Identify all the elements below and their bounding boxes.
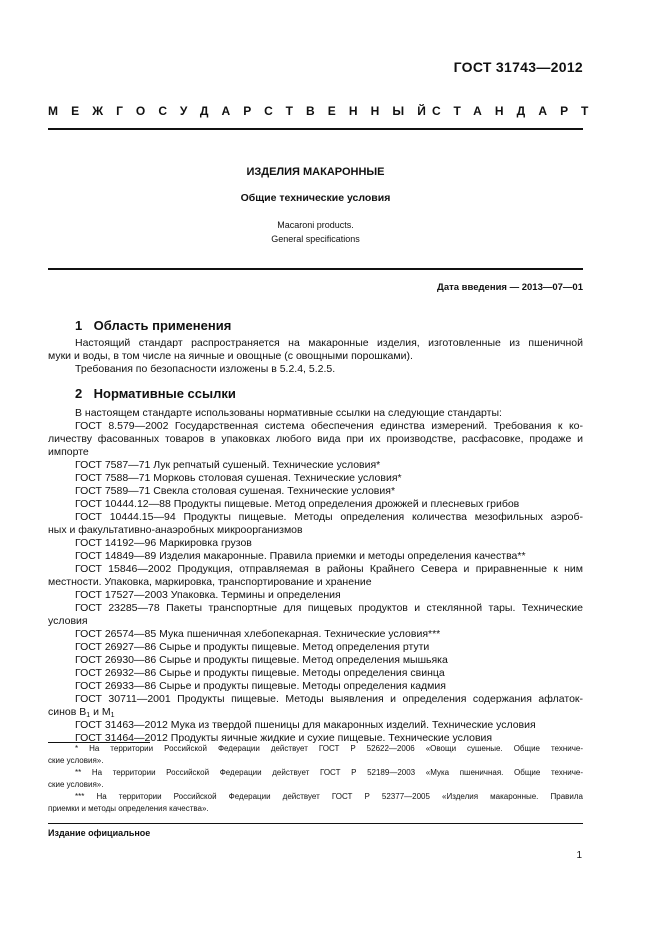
english-title-line: Macaroni products.: [277, 220, 354, 230]
reference-item: ГОСТ 26927—86 Сырье и продукты пищевые. Метод определения ртути: [75, 641, 430, 653]
reference-item: ГОСТ 14192—96 Маркировка грузов: [75, 537, 252, 549]
footnote-line: * На территории Российской Федерации действует ГОСТ Р 52622—2006 «Овощи сушеные. Общие техниче-: [75, 744, 583, 753]
document-title: ИЗДЕЛИЯ МАКАРОННЫЕ: [246, 166, 385, 178]
text-line: Требования по безопасности изложены в 5.2.4, 5.2.5.: [75, 363, 336, 375]
footnote-line: ские условия».: [48, 756, 104, 765]
english-title: [48, 218, 583, 246]
reference-item: ГОСТ 10444.12—88 Продукты пищевые. Метод определения дрожжей и плесневых грибов: [75, 498, 520, 510]
reference-item: ГОСТ 7588—71 Морковь столовая сушеная. Технические условия*: [75, 472, 402, 484]
section-scope-body: [48, 337, 583, 376]
section-title: Область применения: [93, 318, 232, 333]
reference-item: ГОСТ 15846—2002 Продукция, отправляемая в районы Крайнего Севера и приравненные к ним: [75, 563, 583, 575]
reference-item: ГОСТ 8.579—2002 Государственная система обеспечения единства измерений. Требования к ко-: [75, 420, 583, 432]
reference-item: ГОСТ 26932—86 Сырье и продукты пищевые. Методы определения свинца: [75, 667, 445, 679]
header-rule: [48, 128, 583, 130]
conjunction: и: [93, 706, 99, 718]
footnotes: [48, 743, 583, 815]
text-line: условия: [48, 615, 88, 627]
subscript: 1: [86, 712, 91, 719]
aflatoxin-line: [48, 706, 583, 719]
aflatoxin-m: M: [101, 706, 111, 718]
standard-number: ГОСТ 31743—2012: [453, 59, 583, 75]
reference-item: ГОСТ 14849—89 Изделия макаронные. Правила приемки и методы определения качества**: [75, 550, 526, 562]
text-fragment: синов: [48, 706, 77, 718]
reference-item: ГОСТ 26933—86 Сырье и продукты пищевые. Методы определения кадмия: [75, 680, 446, 692]
reference-item: ГОСТ 10444.15—94 Продукты пищевые. Методы определения количества мезофильных аэроб-: [75, 511, 583, 523]
english-title-line: General specifications: [271, 234, 360, 244]
introduction-date: Дата введения — 2013—07—01: [437, 282, 583, 293]
reference-item: ГОСТ 17527—2003 Упаковка. Термины и определения: [75, 589, 341, 601]
reference-item: ГОСТ 23285—78 Пакеты транспортные для пищевых продуктов и стеклянной тары. Технические: [75, 602, 583, 614]
text-line: местности. Упаковка, маркировка, транспортирование и хранение: [48, 576, 372, 588]
section-number: 1: [75, 318, 83, 333]
subscript: 1: [110, 712, 115, 719]
title-rule: [48, 268, 583, 270]
footnote-line: ** На территории Российской Федерации действует ГОСТ Р 52189—2003 «Мука пшеничная. Общие техниче-: [75, 768, 583, 777]
section-number: 2: [75, 386, 83, 401]
reference-item: ГОСТ 7589—71 Свекла столовая сушеная. Технические условия*: [75, 485, 396, 497]
reference-item: ГОСТ 30711—2001 Продукты пищевые. Методы выявления и определения содержания афлаток-: [75, 693, 583, 705]
text-line: В настоящем стандарте использованы нормативные ссылки на следующие стандарты:: [75, 407, 502, 419]
section-heading-references: [75, 386, 236, 401]
section-title: Нормативные ссылки: [93, 386, 236, 401]
official-edition-label: Издание официальное: [48, 828, 151, 838]
aflatoxin-b: B: [79, 706, 87, 718]
section-references-body: [48, 407, 583, 745]
banner-word-interstate: МЕЖГОСУДАРСТВЕННЫЙ: [48, 104, 439, 118]
page-number: 1: [576, 850, 582, 861]
text-line: муки и воды, в том числе на яичные и овощные (с овощными порошками).: [48, 350, 413, 362]
footnote-line: ские условия».: [48, 780, 104, 789]
footer-rule: [48, 823, 583, 824]
text-line: импорте: [48, 446, 89, 458]
text-line: Настоящий стандарт распространяется на макаронные изделия, изготовленные из пшеничной: [75, 337, 583, 349]
document-subtitle: Общие технические условия: [240, 192, 391, 204]
reference-item: ГОСТ 31464—2012 Продукты яичные жидкие и сухие пищевые. Технические условия: [75, 732, 493, 744]
reference-item: ГОСТ 26574—85 Мука пшеничная хлебопекарная. Технические условия***: [75, 628, 441, 640]
reference-item: ГОСТ 26930—86 Сырье и продукты пищевые. Метод определения мышьяка: [75, 654, 448, 666]
reference-item: ГОСТ 31463—2012 Мука из твердой пшеницы для макаронных изделий. Технические условия: [75, 719, 536, 731]
banner-word-standard: СТАНДАРТ: [432, 104, 602, 118]
footnote-line: приемки и методы определения качества».: [48, 804, 209, 813]
reference-item: ГОСТ 7587—71 Лук репчатый сушеный. Технические условия*: [75, 459, 381, 471]
footnote-line: *** На территории Российской Федерации действует ГОСТ Р 52377—2005 «Изделия макаронные. Правила: [75, 792, 583, 801]
section-heading-scope: [75, 318, 231, 333]
text-line: ных и факультативно-анаэробных микроорганизмов: [48, 524, 303, 536]
text-line: личеству фасованных товаров в упаковках любого вида при их производстве, расфасовке, продаже и: [48, 433, 583, 445]
